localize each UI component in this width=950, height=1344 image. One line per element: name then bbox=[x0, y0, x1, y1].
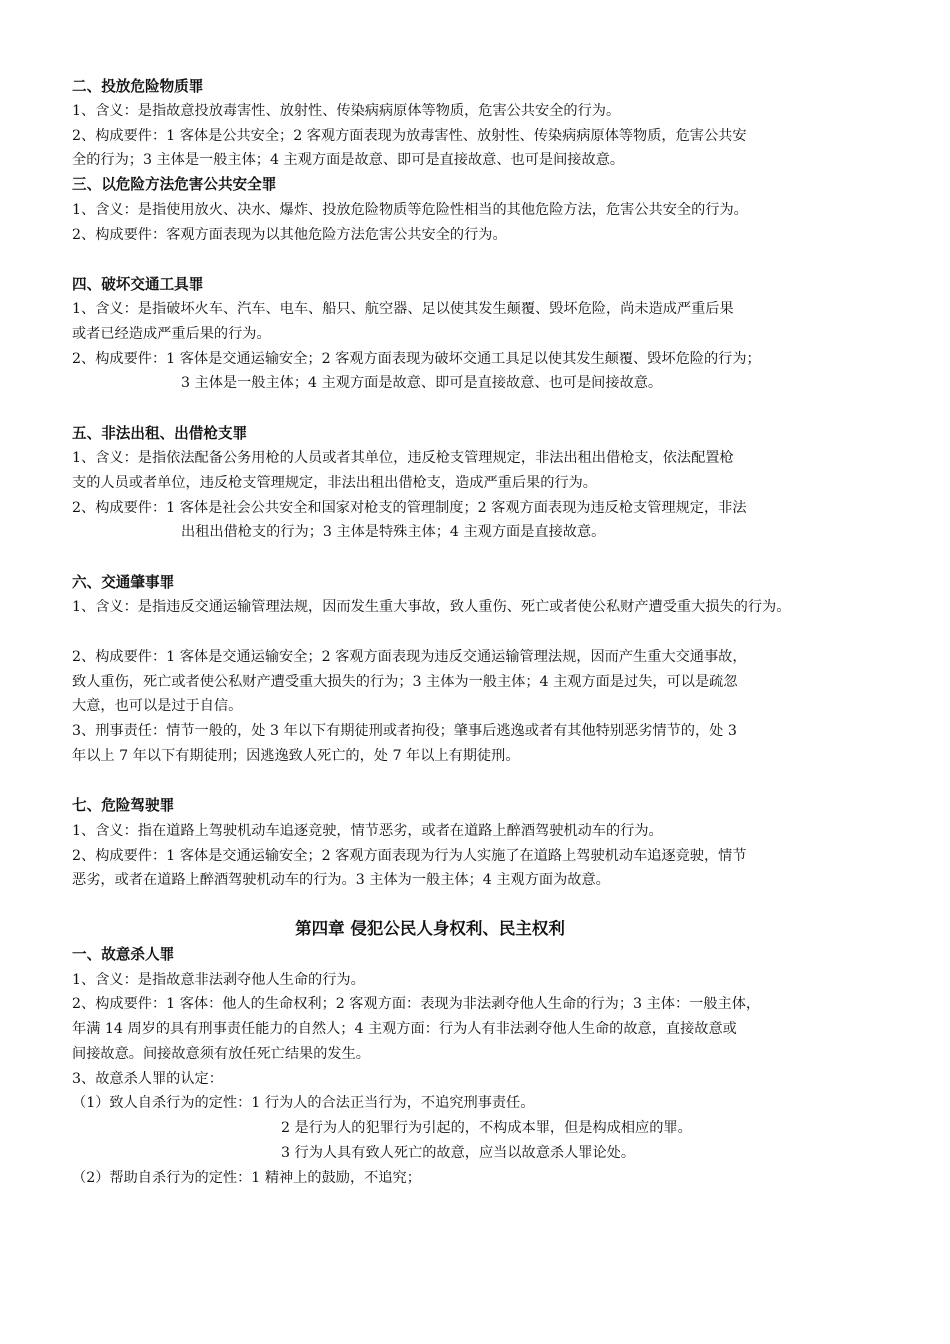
text-line: 2、构成要件：客观方面表现为以其他危险方法危害公共安全的行为。 bbox=[72, 227, 507, 243]
text-line: （2）帮助自杀行为的定性：1 精神上的鼓励，不追究； bbox=[72, 1170, 421, 1186]
section-heading: 五、非法出租、出借枪支罪 bbox=[72, 425, 248, 442]
section-heading: 七、危险驾驶罪 bbox=[72, 797, 175, 814]
section-heading: 二、投放危险物质罪 bbox=[72, 78, 204, 95]
text-line: 全的行为；3 主体是一般主体；4 主观方面是故意、即可是直接故意、也可是间接故意。 bbox=[72, 152, 625, 168]
text-line: 1、含义：是指依法配备公务用枪的人员或者其单位，违反枪支管理规定，非法出租出借枪支，依法配置枪 bbox=[72, 450, 734, 466]
text-line: 1、含义：是指故意投放毒害性、放射性、传染病病原体等物质，危害公共安全的行为。 bbox=[72, 103, 621, 119]
text-line: 年以上 7 年以下有期徒刑；因逃逸致人死亡的，处 7 年以上有期徒刑。 bbox=[72, 748, 520, 764]
text-line: 或者已经造成严重后果的行为。 bbox=[72, 326, 271, 342]
text-line: 2、构成要件：1 客体：他人的生命权利；2 客观方面：表现为非法剥夺他人生命的行为；3 主体：一般主体， bbox=[72, 996, 761, 1012]
text-line: 年满 14 周岁的具有刑事责任能力的自然人；4 主观方面：行为人有非法剥夺他人生命的故意，直接故意或 bbox=[72, 1021, 737, 1037]
text-line: 致人重伤，死亡或者使公私财产遭受重大损失的行为；3 主体为一般主体；4 主观方面是过失，可以是疏忽 bbox=[72, 674, 738, 690]
text-line: 2、构成要件：1 客体是交通运输安全；2 客观方面表现为行为人实施了在道路上驾驶机动车追逐竞驶，情节 bbox=[72, 848, 747, 864]
text-line: 2 是行为人的犯罪行为引起的，不构成本罪，但是构成相应的罪。 bbox=[281, 1120, 692, 1136]
text-line: 大意，也可以是过于自信。 bbox=[72, 698, 243, 714]
text-line: 2、构成要件：1 客体是交通运输安全；2 客观方面表现为破坏交通工具足以使其发生颠覆、毁坏危险的行为； bbox=[72, 351, 761, 367]
text-line: 1、含义：是指违反交通运输管理法规，因而发生重大事故，致人重伤、死亡或者使公私财产遭受重大损失的行为。 bbox=[72, 599, 791, 615]
text-line: 1、含义：指在道路上驾驶机动车追逐竞驶，情节恶劣，或者在道路上醉酒驾驶机动车的行为。 bbox=[72, 823, 663, 839]
text-line: 3 行为人具有致人死亡的故意，应当以故意杀人罪论处。 bbox=[281, 1145, 636, 1161]
text-line: 2、构成要件：1 客体是交通运输安全；2 客观方面表现为违反交通运输管理法规，因而产生重大交通事故， bbox=[72, 649, 747, 665]
text-line: 3、故意杀人罪的认定： bbox=[72, 1071, 223, 1087]
text-line: 出租出借枪支的行为；3 主体是特殊主体；4 主观方面是直接故意。 bbox=[181, 524, 606, 540]
text-line: 间接故意。间接故意须有放任死亡结果的发生。 bbox=[72, 1046, 370, 1062]
text-line: 2、构成要件：1 客体是公共安全；2 客观方面表现为放毒害性、放射性、传染病病原体等物质，危害公共安 bbox=[72, 128, 747, 144]
text-line: 恶劣，或者在道路上醉酒驾驶机动车的行为。3 主体为一般主体；4 主观方面为故意。 bbox=[72, 872, 610, 888]
text-line: 2、构成要件：1 客体是社会公共安全和国家对枪支的管理制度；2 客观方面表现为违反枪支管理规定，非法 bbox=[72, 500, 747, 516]
section-heading: 四、破坏交通工具罪 bbox=[72, 276, 204, 293]
text-line: 1、含义：是指故意非法剥夺他人生命的行为。 bbox=[72, 972, 365, 988]
section-heading: 一、故意杀人罪 bbox=[72, 946, 175, 963]
text-line: 支的人员或者单位，违反枪支管理规定，非法出租出借枪支，造成严重后果的行为。 bbox=[72, 475, 597, 491]
text-line: 3 主体是一般主体；4 主观方面是故意、即可是直接故意、也可是间接故意。 bbox=[181, 375, 663, 391]
text-line: （1）致人自杀行为的定性：1 行为人的合法正当行为，不追究刑事责任。 bbox=[72, 1095, 535, 1111]
chapter-title: 第四章 侵犯公民人身权利、民主权利 bbox=[295, 919, 565, 938]
section-heading: 六、交通肇事罪 bbox=[72, 574, 175, 591]
text-line: 3、刑事责任：情节一般的，处 3 年以下有期徒刑或者拘役；肇事后逃逸或者有其他特别恶劣情节的，处 3 bbox=[72, 723, 737, 739]
text-line: 1、含义：是指破坏火车、汽车、电车、船只、航空器、足以使其发生颠覆、毁坏危险，尚未造成严重后果 bbox=[72, 301, 734, 317]
text-line: 1、含义：是指使用放火、决水、爆炸、投放危险物质等危险性相当的其他危险方法，危害公共安全的行为。 bbox=[72, 202, 748, 218]
section-heading: 三、以危险方法危害公共安全罪 bbox=[72, 176, 277, 193]
